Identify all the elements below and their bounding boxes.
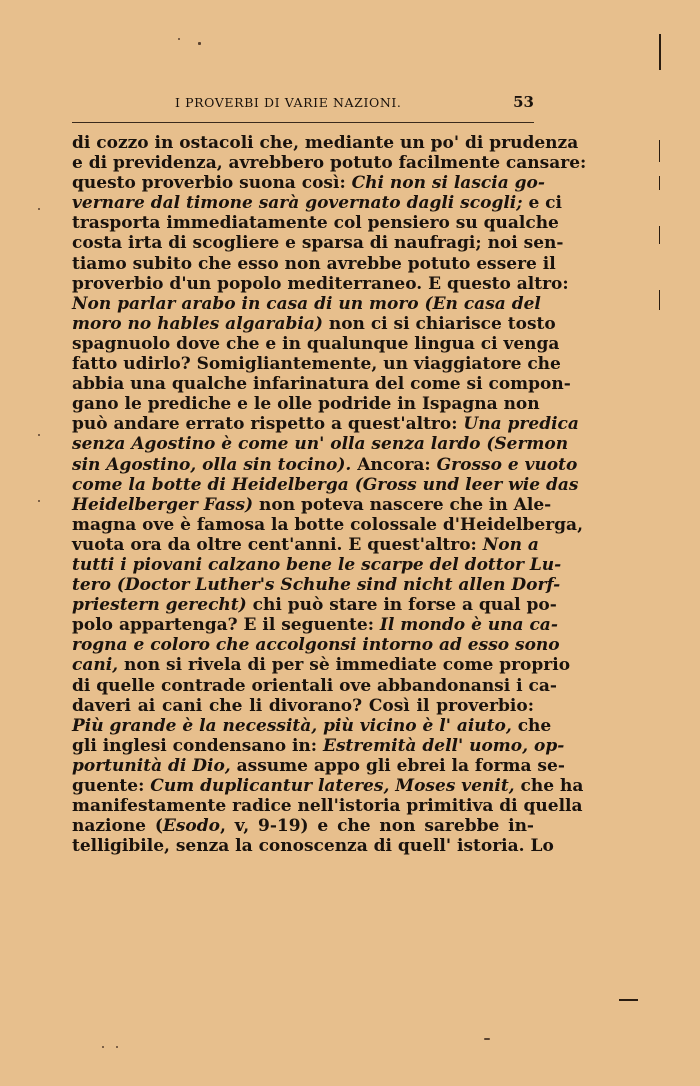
text-line: [72, 213, 559, 234]
header-rule: [72, 122, 534, 123]
text-line: [72, 755, 565, 776]
text-line: [72, 696, 534, 716]
text-line: [72, 434, 569, 455]
italic-proverb-text: Cum duplicantur lateres, Moses venit,: [150, 776, 515, 796]
italic-proverb-text: Il mondo è una ca-: [379, 615, 558, 636]
text-line: [72, 514, 583, 535]
scan-speck: [38, 434, 40, 436]
italic-proverb-text: Non a: [482, 534, 539, 555]
text-segment: trasporta immediatamente col pensiero su qualche: [72, 213, 559, 234]
page-header: [72, 93, 534, 117]
text-line: [72, 675, 557, 696]
text-line: [72, 615, 558, 636]
text-segment: non ci si chiarisce tosto: [322, 313, 556, 334]
margin-tick: [619, 999, 638, 1001]
body-text: [72, 133, 587, 857]
italic-proverb-text: sin Agostino, olla sin tocino).: [72, 454, 352, 475]
text-line: [72, 173, 545, 194]
text-line: [72, 293, 541, 314]
text-segment: assume appo gli ebrei la forma se-: [230, 755, 565, 776]
italic-proverb-text: vernare dal timone sarà governato dagli scogli;: [72, 193, 523, 214]
text-segment: che ha: [514, 776, 584, 796]
italic-proverb-text: tutti i piovani calzano bene le scarpe del dottor Lu-: [72, 554, 562, 575]
italic-proverb-text: Una predica: [463, 414, 579, 435]
text-line: [72, 333, 560, 354]
italic-proverb-text: Estremità dell' uomo, op-: [322, 735, 565, 756]
text-line: [72, 575, 561, 596]
italic-proverb-text: portunità di Dio,: [72, 755, 231, 776]
scan-speck: [198, 42, 201, 45]
italic-proverb-text: Chi non si lascia go-: [351, 173, 545, 194]
text-line: [72, 273, 569, 294]
italic-proverb-text: Esodo: [162, 816, 220, 837]
running-head: I PROVERBI DI VARIE NAZIONI.: [175, 95, 402, 110]
text-segment: può andare errato rispetto a quest'altro:: [72, 414, 464, 435]
text-segment: nazione (: [72, 816, 163, 837]
text-segment: spagnuolo dove che e in qualunque lingua ci venga: [72, 333, 560, 354]
text-segment: telligibile, senza la conoscenza di quell' istoria. Lo: [72, 836, 554, 857]
text-line: [72, 494, 552, 515]
text-line: [72, 715, 552, 736]
text-line: [72, 233, 564, 254]
text-line: [72, 253, 556, 274]
text-segment: manifestamente radice nell'istoria primitiva di quella: [72, 796, 583, 817]
text-line: [72, 374, 571, 395]
text-line: [72, 735, 565, 756]
text-segment: chi può stare in forse a qual po-: [246, 595, 557, 616]
scan-speck: [484, 1038, 490, 1040]
text-segment: gano le prediche e le olle podride in Ispagna non: [72, 394, 540, 415]
text-segment: abbia una qualche infarinatura del come si compon-: [72, 374, 571, 395]
text-line: [72, 635, 560, 656]
text-segment: daveri ai cani che li divorano? Così il proverbio:: [72, 695, 534, 716]
page-number: 53: [513, 93, 534, 111]
text-segment: , v, 9-19) e che non sarebbe in-: [219, 816, 534, 837]
text-segment: polo appartenga? E il seguente:: [72, 615, 380, 636]
text-line: [72, 414, 579, 435]
text-segment: non si rivela di per sè immediate come proprio: [118, 655, 571, 676]
text-line: [72, 534, 539, 555]
text-segment: gli inglesi condensano in:: [72, 735, 323, 756]
text-line: [72, 554, 562, 575]
text-segment: proverbio d'un popolo mediterraneo. E questo altro:: [72, 273, 569, 294]
italic-proverb-text: cani,: [72, 655, 119, 676]
text-line: [72, 193, 562, 214]
margin-mark: [659, 34, 661, 70]
text-line: [72, 836, 554, 857]
italic-proverb-text: tero (Doctor Luther's Schuhe sind nicht allen Dorf-: [72, 575, 561, 596]
italic-proverb-text: Heidelberger Fass): [72, 494, 254, 515]
scan-speck: [102, 1046, 104, 1048]
margin-mark: [659, 226, 660, 244]
text-segment: Ancora:: [351, 454, 437, 475]
scan-speck: [38, 500, 40, 502]
italic-proverb-text: moro no hables algarabia): [72, 313, 323, 334]
italic-proverb-text: Non parlar arabo in casa di un moro (En casa del: [72, 293, 541, 314]
margin-mark: [659, 290, 660, 310]
text-line: [72, 595, 557, 616]
text-line: [72, 796, 583, 817]
text-segment: di quelle contrade orientali ove abbandonansi i ca-: [72, 675, 557, 696]
italic-proverb-text: rogna e coloro che accolgonsi intorno ad esso sono: [72, 635, 560, 656]
italic-proverb-text: Più grande è la necessità, più vicino è l' aiuto,: [72, 715, 512, 736]
text-segment: e ci: [522, 193, 562, 214]
text-segment: costa irta di scogliere e sparsa di naufragi; noi sen-: [72, 233, 564, 254]
text-segment: e di previdenza, avrebbero potuto facilmente cansare:: [72, 153, 587, 174]
italic-proverb-text: Grosso e vuoto: [436, 454, 578, 475]
text-line: [72, 394, 540, 415]
text-segment: guente:: [72, 776, 151, 796]
text-segment: magna ove è famosa la botte colossale d'Heidelberga,: [72, 514, 583, 535]
text-segment: vuota ora da oltre cent'anni. E quest'altro:: [72, 534, 483, 555]
text-line: [72, 474, 579, 495]
text-line: [72, 313, 556, 334]
text-segment: che: [511, 715, 552, 736]
text-segment: questo proverbio suona così:: [72, 173, 352, 194]
text-segment: di cozzo in ostacoli che, mediante un po' di prudenza: [72, 133, 579, 153]
text-line: [72, 454, 578, 475]
text-segment: fatto udirlo? Somigliantemente, un viaggiatore che: [72, 354, 561, 375]
text-line: [72, 133, 579, 153]
text-line: [72, 816, 534, 836]
text-segment: non poteva nascere che in Ale-: [253, 494, 552, 515]
text-line: [72, 153, 587, 174]
text-line: [72, 354, 561, 375]
italic-proverb-text: senza Agostino è come un' olla senza lardo (Sermon: [72, 434, 569, 455]
italic-proverb-text: priestern gerecht): [72, 595, 247, 616]
text-line: [72, 776, 584, 796]
margin-mark: [659, 176, 660, 190]
italic-proverb-text: come la botte di Heidelberga (Gross und leer wie das: [72, 474, 579, 495]
scan-speck: [38, 208, 40, 210]
scan-speck: [178, 38, 180, 40]
text-segment: tiamo subito che esso non avrebbe potuto essere il: [72, 253, 556, 274]
text-line: [72, 655, 571, 676]
scan-speck: [116, 1046, 118, 1048]
margin-mark: [659, 140, 660, 162]
